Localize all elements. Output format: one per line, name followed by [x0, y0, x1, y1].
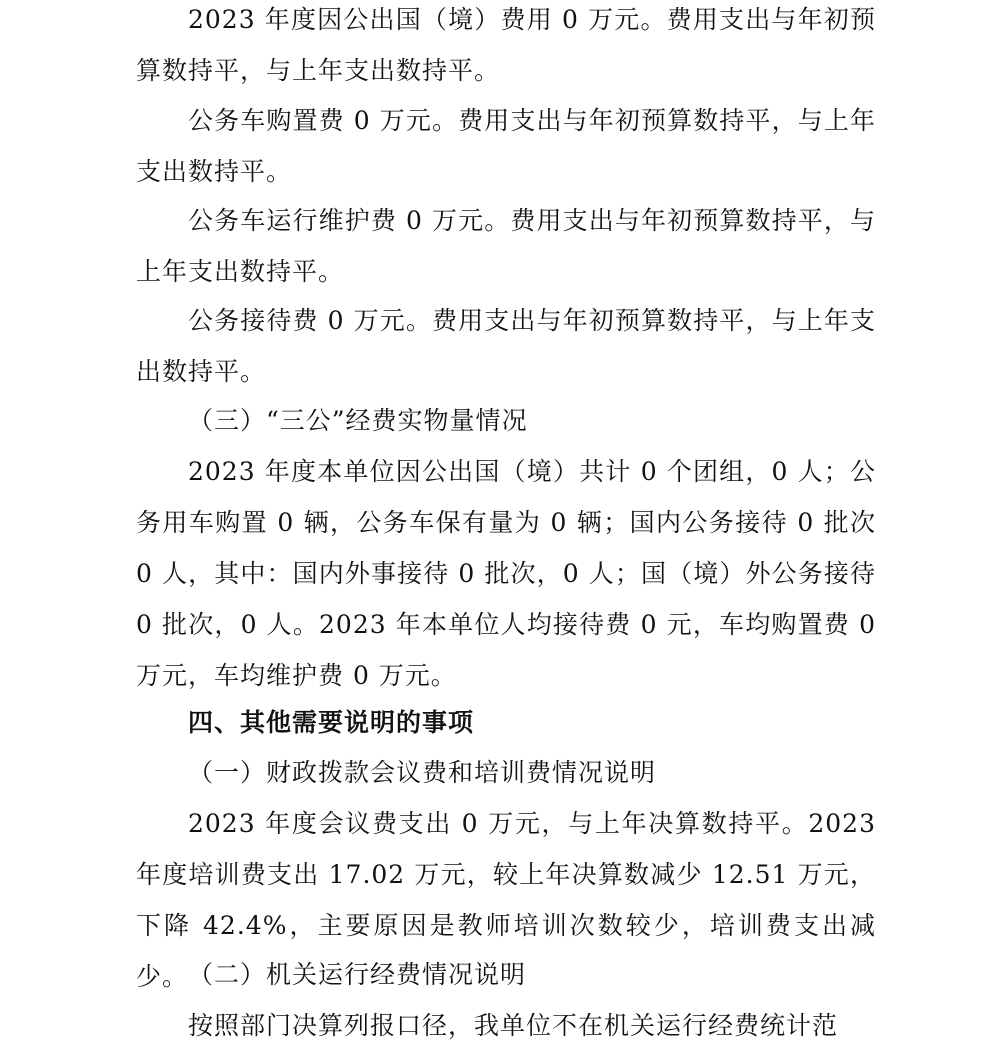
section-heading-physical-quantity: （三）“三公”经费实物量情况: [188, 406, 528, 435]
paragraph-meeting-training-details: 2023 年度会议费支出 0 万元，与上年决算数持平。2023 年度培训费支出 17.02 万元，较上年决算数减少 12.51 万元，下降 42.4%，主要原因是教师培训次数较少，培训费支出减少。: [136, 809, 876, 991]
paragraph-vehicle-purchase-cost: 公务车购置费 0 万元。费用支出与年初预算数持平，与上年支出数持平。: [136, 106, 876, 186]
paragraph-overseas-travel-cost: 2023 年度因公出国（境）费用 0 万元。费用支出与年初预算数持平，与上年支出数持平。: [136, 5, 876, 85]
section-heading-other-matters: 四、其他需要说明的事项: [188, 708, 475, 737]
paragraph-reception-cost: 公务接待费 0 万元。费用支出与年初预算数持平，与上年支出数持平。: [136, 306, 876, 386]
subsection-heading-operating-expenses: （二）机关运行经费情况说明: [188, 960, 527, 989]
paragraph-operating-expenses-details: 按照部门决算列报口径，我单位不在机关运行经费统计范: [188, 1011, 839, 1040]
subsection-heading-meeting-training: （一）财政拨款会议费和培训费情况说明: [188, 758, 657, 787]
paragraph-vehicle-maintenance-cost: 公务车运行维护费 0 万元。费用支出与年初预算数持平，与上年支出数持平。: [136, 206, 876, 286]
paragraph-physical-quantity-details: 2023 年度本单位因公出国（境）共计 0 个团组，0 人；公务用车购置 0 辆，公务车保有量为 0 辆；国内公务接待 0 批次 0 人，其中：国内外事接待 0 批次，0 人；国（境）外公务接待 0 批次，0 人。2023 年本单位人均接待费 0 元，车均购置费 0 万元，车均维护费 0 万元。: [136, 457, 876, 690]
